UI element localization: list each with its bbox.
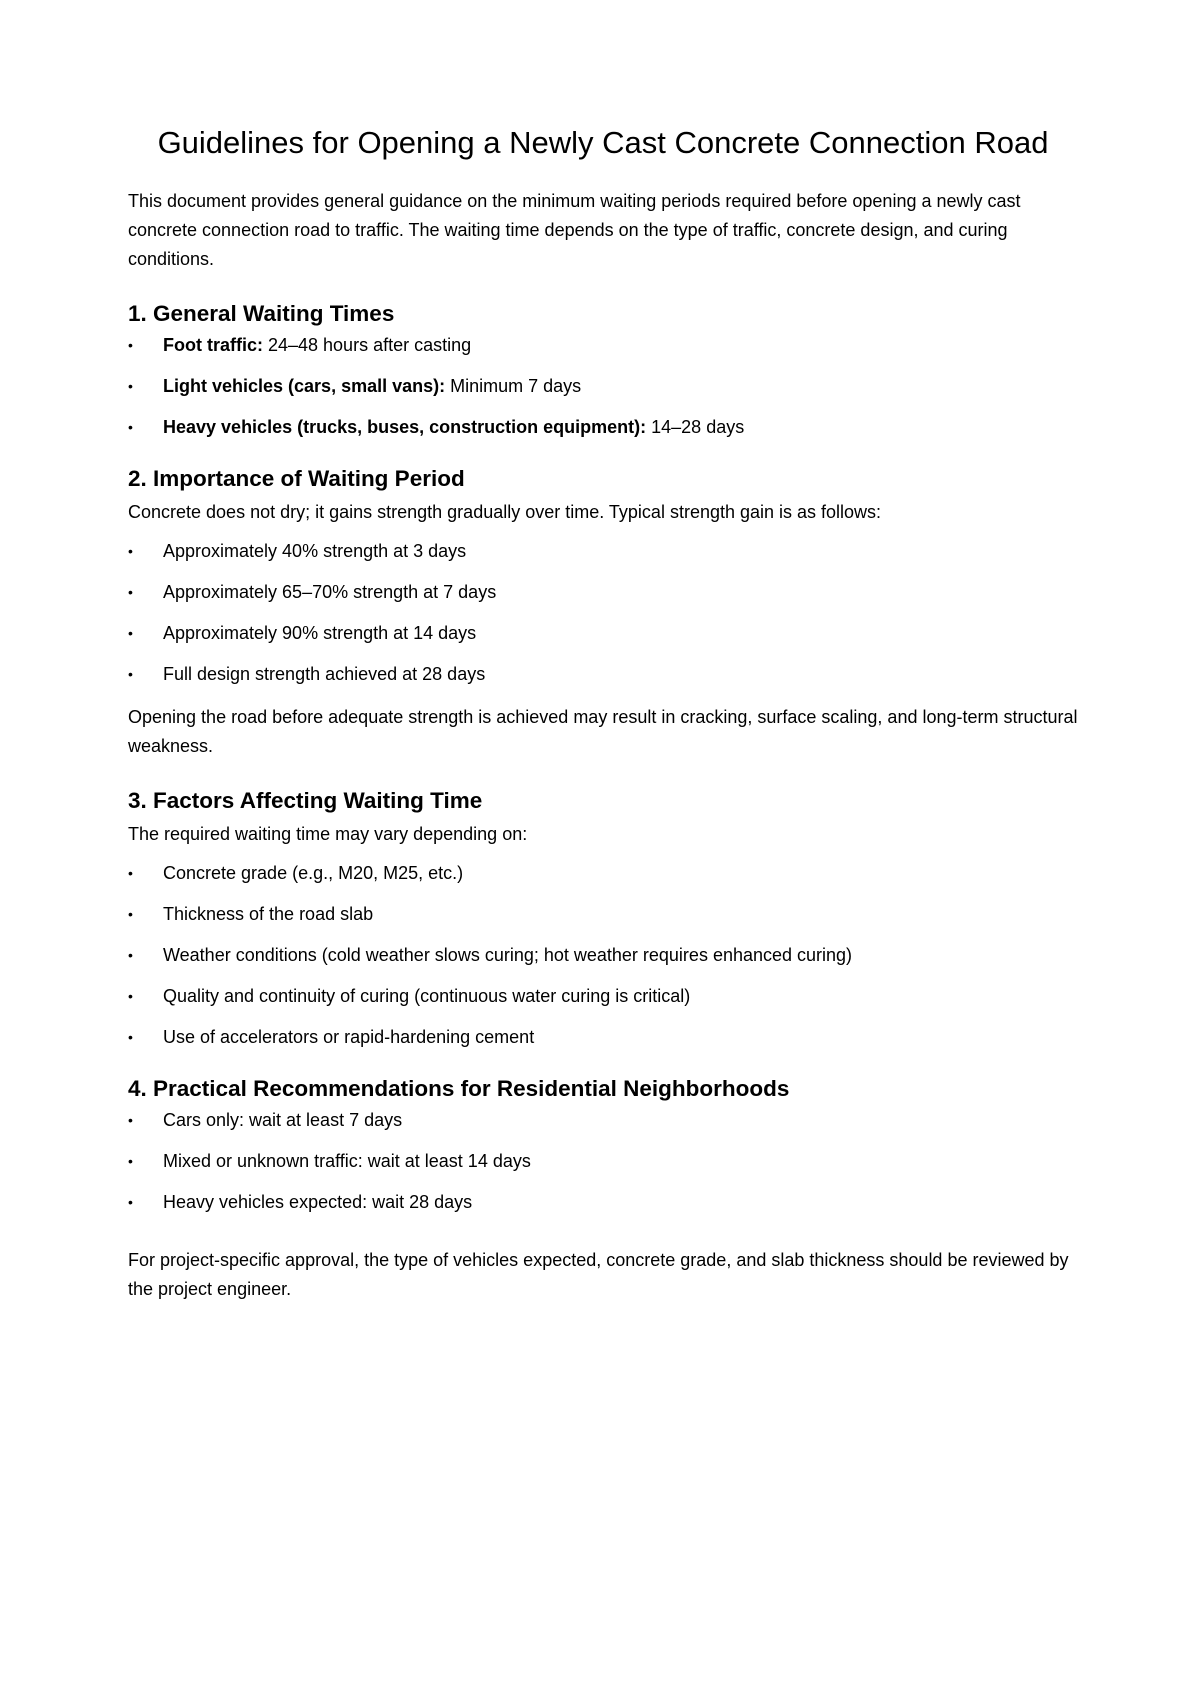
item-text: Use of accelerators or rapid-hardening cement [163,1027,535,1048]
bullet-icon: • [128,543,133,560]
list-item [128,374,1078,398]
list-item [128,1108,1078,1132]
bullet-icon: • [128,584,133,601]
section-heading-recommendations: 4. Practical Recommendations for Residential Neighborhoods [128,1076,790,1102]
document-title: Guidelines for Opening a Newly Cast Concrete Connection Road [157,125,1049,160]
waiting-times-list [128,333,1078,439]
bullet-icon: • [128,625,133,642]
bullet-icon: • [128,1112,133,1129]
section-heading-factors: 3. Factors Affecting Waiting Time [128,788,483,814]
intro-paragraph: This document provides general guidance on the minimum waiting periods required before opening a newly cast concrete connection road to traffic. The waiting time depends on the type of traffic, concrete design, and curing conditions. [128,191,1021,270]
list-item [128,415,1078,439]
list-item [128,1025,1078,1049]
item-text: Approximately 40% strength at 3 days [163,541,467,562]
list-item [128,902,1078,926]
item-text: Full design strength achieved at 28 days [163,664,486,685]
item-text: 14–28 days [646,417,745,438]
item-text: Heavy vehicles expected: wait 28 days [163,1192,473,1213]
list-item [128,662,1078,686]
list-item [128,861,1078,885]
bullet-icon: • [128,906,133,923]
item-text: Thickness of the road slab [163,904,374,925]
closing-paragraph: For project-specific approval, the type of vehicles expected, concrete grade, and slab thickness should be reviewed by the project engineer. [128,1250,1069,1300]
list-item [128,1149,1078,1173]
list-item [128,943,1078,967]
item-label: Foot traffic: [163,335,263,356]
bullet-icon: • [128,1153,133,1170]
bullet-icon: • [128,1194,133,1211]
item-text: Mixed or unknown traffic: wait at least 14 days [163,1151,531,1172]
item-label: Light vehicles (cars, small vans): [163,376,446,397]
item-label: Heavy vehicles (trucks, buses, construction equipment): [163,417,647,438]
bullet-icon: • [128,988,133,1005]
item-text: 24–48 hours after casting [262,335,472,356]
list-item [128,539,1078,563]
bullet-icon: • [128,666,133,683]
section-lead: Concrete does not dry; it gains strength gradually over time. Typical strength gain is as follows: [128,502,882,523]
list-item [128,333,1078,357]
list-item [128,580,1078,604]
list-item [128,621,1078,645]
strength-gain-list [128,539,1078,686]
item-text: Minimum 7 days [445,376,582,397]
bullet-icon: • [128,378,133,395]
factors-list [128,861,1078,1049]
bullet-icon: • [128,865,133,882]
list-item [128,1190,1078,1214]
recommendations-list [128,1108,1078,1214]
section-after-paragraph: Opening the road before adequate strength is achieved may result in cracking, surface scaling, and long-term structural weakness. [128,707,1078,757]
item-text: Approximately 90% strength at 14 days [163,623,477,644]
document-page [128,124,1078,1316]
bullet-icon: • [128,1029,133,1046]
section-lead: The required waiting time may vary depending on: [128,824,528,845]
bullet-icon: • [128,419,133,436]
item-text: Cars only: wait at least 7 days [163,1110,403,1131]
bullet-icon: • [128,337,133,354]
section-heading-importance: 2. Importance of Waiting Period [128,466,465,492]
list-item [128,984,1078,1008]
item-text: Concrete grade (e.g., M20, M25, etc.) [163,863,464,884]
section-heading-general-waiting-times: 1. General Waiting Times [128,301,395,327]
item-text: Quality and continuity of curing (continuous water curing is critical) [163,986,691,1007]
item-text: Weather conditions (cold weather slows curing; hot weather requires enhanced curing) [163,945,853,966]
bullet-icon: • [128,947,133,964]
item-text: Approximately 65–70% strength at 7 days [163,582,497,603]
